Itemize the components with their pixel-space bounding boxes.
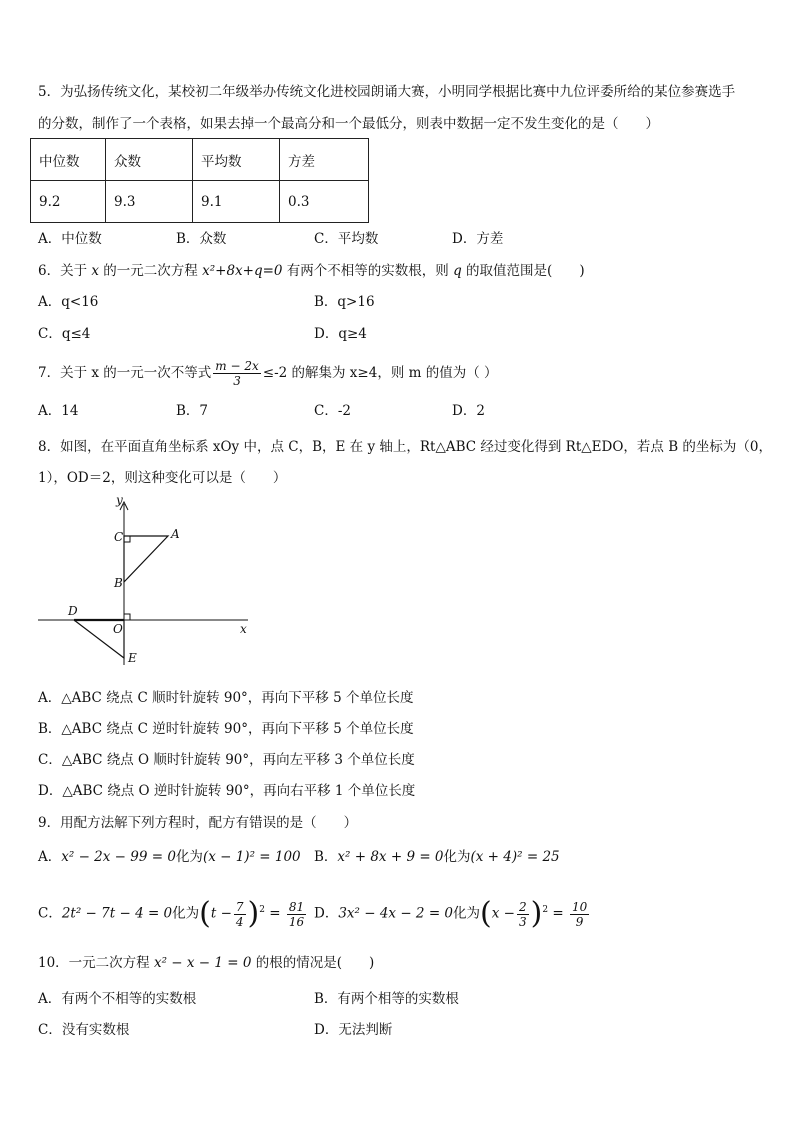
q6-stem-text: 的取值范围是( ) [461, 263, 585, 279]
q6-stem-text: 有两个不相等的实数根，则 [282, 263, 454, 279]
paren-close: ) [247, 896, 260, 931]
q10-stem-text: 的根的情况是( ) [251, 955, 375, 971]
q7-stem [38, 356, 498, 390]
q9d-fraction [517, 900, 529, 929]
q9-option-c[interactable]: C．2t² − 7t − 4 = 0化为(t − $\frac{7}{4}$ )$^2$ = $\frac{81}{16}$ [38, 896, 305, 931]
frac-denominator: 16 [288, 914, 305, 929]
q9d-rhs-fraction [570, 900, 589, 929]
q9b-equation: x² + 8x + 9 = 0 [337, 849, 444, 865]
table-cell: 9.2 [31, 181, 106, 223]
q9a-equation: x² − 2x − 99 = 0 [61, 849, 176, 865]
q8-option-b[interactable]: B．△ABC 绕点 C 逆时针旋转 90°，再向下平移 5 个单位长度 [38, 721, 414, 737]
q9d-lhs: x − [491, 905, 515, 922]
q9b-result: (x + 4)² = 25 [470, 849, 560, 865]
label-o: O [113, 622, 123, 636]
q9c-lhs: t − [210, 905, 232, 922]
q6-stem-text: 6．关于 [38, 263, 92, 279]
frac-denominator: 9 [575, 914, 584, 929]
q9d-equation: 3x² − 4x − 2 = 0 [338, 905, 454, 922]
q9b-to: 化为 [443, 849, 471, 865]
q7-frac-denominator: 3 [233, 374, 241, 388]
q6-var-q: q [453, 263, 462, 279]
q6-var-x: x [91, 263, 100, 279]
table-cell: 9.3 [106, 181, 193, 223]
q9c-equation: 2t² − 7t − 4 = 0 [61, 905, 173, 922]
q7-frac-numerator: m − 2x [215, 359, 259, 373]
frac-numerator: 7 [235, 899, 244, 914]
frac-numerator: 81 [288, 899, 305, 914]
frac-numerator: 10 [571, 899, 588, 914]
table-row [31, 139, 369, 181]
q6-option-b[interactable]: B．q>16 [314, 294, 375, 310]
q6-option-d[interactable]: D．q≥4 [314, 326, 367, 342]
option-label: A． [38, 849, 62, 865]
q5-option-d[interactable]: D．方差 [452, 231, 504, 247]
q10-option-c[interactable]: C．没有实数根 [38, 1022, 130, 1038]
q8-coordinate-figure [30, 490, 260, 675]
q5-stem-line2: 的分数，制作了一个表格，如果去掉一个最高分和一个最低分，则表中数据一定不发生变化的是（ ） [38, 116, 659, 132]
q8-option-a[interactable]: A．△ABC 绕点 C 顺时针旋转 90°，再向下平移 5 个单位长度 [38, 690, 414, 706]
q5-stats-table [30, 138, 369, 223]
q7-stem-text: ≤-2 的解集为 x≥4，则 m 的值为（ ） [262, 365, 498, 381]
q9a-result: (x − 1)² = 100 [202, 849, 301, 865]
q9c-rhs-fraction [287, 900, 306, 929]
table-header-cell: 众数 [106, 139, 193, 181]
q5-option-a[interactable]: A．中位数 [38, 231, 102, 247]
label-c: C [114, 530, 124, 544]
q9-option-a[interactable] [38, 847, 301, 867]
option-label: C． [38, 905, 62, 922]
q9-option-d[interactable]: D．3x² − 4x − 2 = 0化为(x − $\frac{2}{3}$ )$^2$ = $\frac{10}{9}$ [314, 896, 588, 931]
label-d: D [68, 604, 78, 618]
frac-denominator: 4 [235, 914, 244, 929]
q6-option-a[interactable]: A．q<16 [38, 294, 99, 310]
q5-option-b[interactable]: B．众数 [176, 231, 227, 247]
paren-open: ( [199, 896, 211, 931]
q5-option-c[interactable]: C．平均数 [314, 231, 379, 247]
q5-stem-line1: 5．为弘扬传统文化，某校初二年级举办传统文化进校园朗诵大赛，小明同学根据比赛中九位评委所给的某位参赛选手 [38, 84, 736, 100]
label-b: B [114, 576, 123, 590]
label-e: E [128, 651, 137, 665]
q7-stem-text: 7．关于 x 的一元一次不等式 [38, 365, 212, 381]
q6-stem-text: 的一元二次方程 [99, 263, 203, 279]
label-y: y [116, 493, 123, 507]
q10-option-d[interactable]: D．无法判断 [314, 1022, 393, 1038]
q9-option-b[interactable] [314, 847, 560, 867]
q10-option-a[interactable]: A．有两个不相等的实数根 [38, 991, 197, 1007]
q9c-to: 化为 [172, 905, 200, 922]
q9-stem: 9．用配方法解下列方程时，配方有错误的是（ ） [38, 815, 358, 831]
table-header-cell: 中位数 [31, 139, 106, 181]
label-a: A [171, 527, 180, 541]
option-label: B． [314, 849, 338, 865]
q7-option-b[interactable]: B．7 [176, 403, 209, 419]
paren-open: ( [480, 896, 492, 931]
table-cell: 0.3 [280, 181, 369, 223]
paren-close: ) [530, 896, 543, 931]
table-cell: 9.1 [193, 181, 280, 223]
frac-denominator: 3 [518, 914, 527, 929]
q10-equation: x² − x − 1 = 0 [153, 955, 252, 971]
q6-stem [38, 261, 585, 281]
table-header-cell: 方差 [280, 139, 369, 181]
q8-option-c[interactable]: C．△ABC 绕点 O 顺时针旋转 90°，再向左平移 3 个单位长度 [38, 752, 415, 768]
q7-option-d[interactable]: D．2 [452, 403, 485, 419]
q7-fraction [213, 359, 260, 388]
table-row [31, 181, 369, 223]
label-x: x [240, 622, 247, 636]
q6-equation: x²+8x+q=0 [202, 263, 283, 279]
q10-stem-text: 10．一元二次方程 [38, 955, 154, 971]
q8-option-d[interactable]: D．△ABC 绕点 O 逆时针旋转 90°，再向右平移 1 个单位长度 [38, 783, 416, 799]
table-header-cell: 平均数 [193, 139, 280, 181]
q8-stem-line2: 1），OD＝2，则这种变化可以是（ ） [38, 470, 287, 486]
q9a-to: 化为 [175, 849, 203, 865]
q10-option-b[interactable]: B．有两个相等的实数根 [314, 991, 459, 1007]
option-label: D． [314, 905, 339, 922]
right-angle-o [124, 614, 130, 620]
q7-option-c[interactable]: C．-2 [314, 403, 351, 419]
q9d-to: 化为 [453, 905, 481, 922]
q8-stem-line1: 8．如图，在平面直角坐标系 xOy 中，点 C，B，E 在 y 轴上，Rt△ABC 经过变化得到 Rt△EDO，若点 B 的坐标为（0， [38, 439, 772, 455]
q10-stem [38, 953, 374, 973]
q9c-fraction [234, 900, 246, 929]
q6-option-c[interactable]: C．q≤4 [38, 326, 91, 342]
triangle-abc [124, 536, 168, 582]
right-angle-c [124, 536, 130, 542]
q7-option-a[interactable]: A．14 [38, 403, 79, 419]
frac-numerator: 2 [518, 899, 527, 914]
